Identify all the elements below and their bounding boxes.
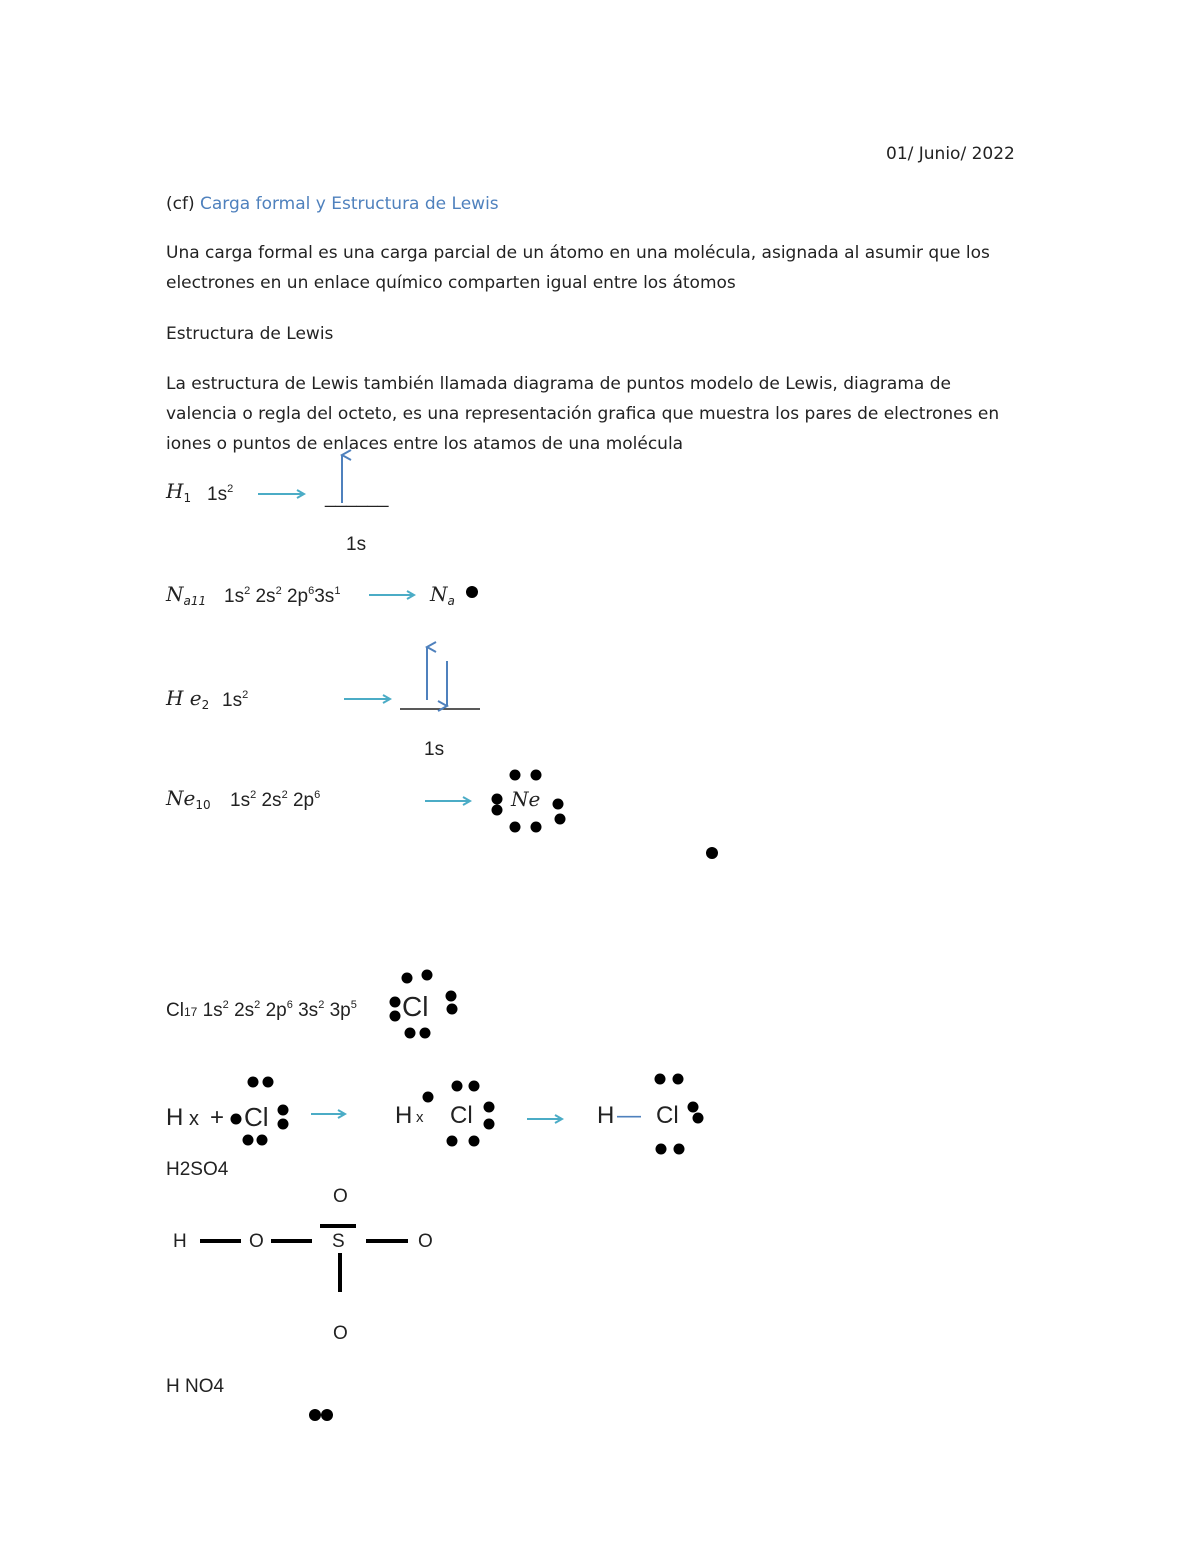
na-c1: 1s <box>224 586 245 607</box>
cl-e1: 2 <box>222 999 229 1011</box>
h-blank: ______ <box>325 487 389 508</box>
h2so4-o-top: O <box>333 1186 348 1207</box>
h-number: 1 <box>183 491 192 505</box>
subheading: Estructura de Lewis <box>166 324 334 344</box>
paragraph2-line3: iones o puntos de enlaces entre los atamos de una molécula <box>166 434 684 454</box>
h-config-exp: 2 <box>227 483 234 495</box>
he-config-text: 1s <box>222 690 243 711</box>
cl-c5: 3p <box>329 1000 351 1021</box>
cl-e4: 2 <box>318 999 325 1011</box>
ne-e3: 6 <box>314 789 321 801</box>
h2so4-o2: O <box>418 1231 433 1252</box>
h2so4-bonds <box>200 1226 408 1292</box>
paragraph1-line2: electrones en un enlace químico comparten igual entre los átomos <box>166 273 736 293</box>
hcl-bond: — <box>617 1102 641 1129</box>
ne-e1: 2 <box>250 789 257 801</box>
paragraph2-line2: valencia o regla del octeto, es una representación grafica que muestra los pares de electrones en <box>166 404 1000 424</box>
h2so4-s: S <box>332 1231 345 1252</box>
cl-c1: 1s <box>202 1000 223 1021</box>
na-result-symbol: N <box>430 582 448 606</box>
paragraph1-line1: Una carga formal es una carga parcial de un átomo en una molécula, asignada al asumir que los <box>166 243 990 263</box>
ne-c1: 1s <box>230 790 251 811</box>
na-e1: 2 <box>244 585 251 597</box>
hno4-label: H NO4 <box>166 1376 225 1397</box>
hcl-cl1: Cl <box>244 1102 269 1132</box>
na-subscript: a11 <box>183 594 207 608</box>
h-orbital: 1s <box>346 534 367 555</box>
he-orbital: 1s <box>424 739 445 760</box>
cl-c3: 2p <box>265 1000 287 1021</box>
electron-dots <box>231 586 719 1421</box>
na-c4: 3s <box>314 586 335 607</box>
na-result-sub: a <box>447 594 455 608</box>
na-c2: 2s <box>255 586 276 607</box>
ne-e2: 2 <box>281 789 288 801</box>
he-config-exp: 2 <box>242 689 249 701</box>
na-e3: 6 <box>308 585 315 597</box>
cl-e3: 6 <box>286 999 293 1011</box>
date: 01/ Junio/ 2022 <box>886 144 1015 164</box>
he-symbol: H e <box>166 686 202 710</box>
na-e4: 1 <box>334 585 341 597</box>
heading-prefix: (cf) <box>166 194 195 214</box>
ne-number: 10 <box>195 798 211 812</box>
hcl-x1: x <box>189 1108 199 1130</box>
h-symbol: H <box>166 479 184 503</box>
ne-c2: 2s <box>261 790 282 811</box>
cl-label: Cl <box>166 1000 184 1021</box>
ne-c3: 2p <box>292 790 315 811</box>
hcl-h1: H <box>166 1104 184 1131</box>
na-c3: 2p <box>286 586 309 607</box>
ne-symbol: Ne <box>166 786 196 810</box>
cl-number: 17 <box>183 1005 198 1019</box>
paragraph2-line1: La estructura de Lewis también llamada diagrama de puntos modelo de Lewis, diagrama de <box>166 374 951 394</box>
hcl-x2: x <box>416 1109 424 1126</box>
hcl-h2: H <box>395 1102 413 1129</box>
cl-result: Cl <box>402 991 429 1022</box>
h2so4-o1: O <box>249 1231 264 1252</box>
heading-title: Carga formal y Estructura de Lewis <box>200 194 499 214</box>
hcl-cl2: Cl <box>450 1102 473 1129</box>
cl-e5: 5 <box>350 999 357 1011</box>
na-symbol: N <box>166 582 184 606</box>
ne-result: Ne <box>511 787 541 811</box>
cl-c4: 3s <box>298 1000 319 1021</box>
h-config-text: 1s <box>207 484 228 505</box>
cl-c2: 2s <box>234 1000 255 1021</box>
h2so4-o-bottom: O <box>333 1323 348 1344</box>
hcl-plus: + <box>210 1104 225 1131</box>
hcl-h3: H <box>597 1102 615 1129</box>
cl-e2: 2 <box>254 999 261 1011</box>
h2so4-h: H <box>173 1231 187 1252</box>
na-e2: 2 <box>275 585 282 597</box>
hcl-cl3: Cl <box>656 1102 679 1129</box>
he-number: 2 <box>201 698 210 712</box>
h2so4-label: H2SO4 <box>166 1159 229 1180</box>
